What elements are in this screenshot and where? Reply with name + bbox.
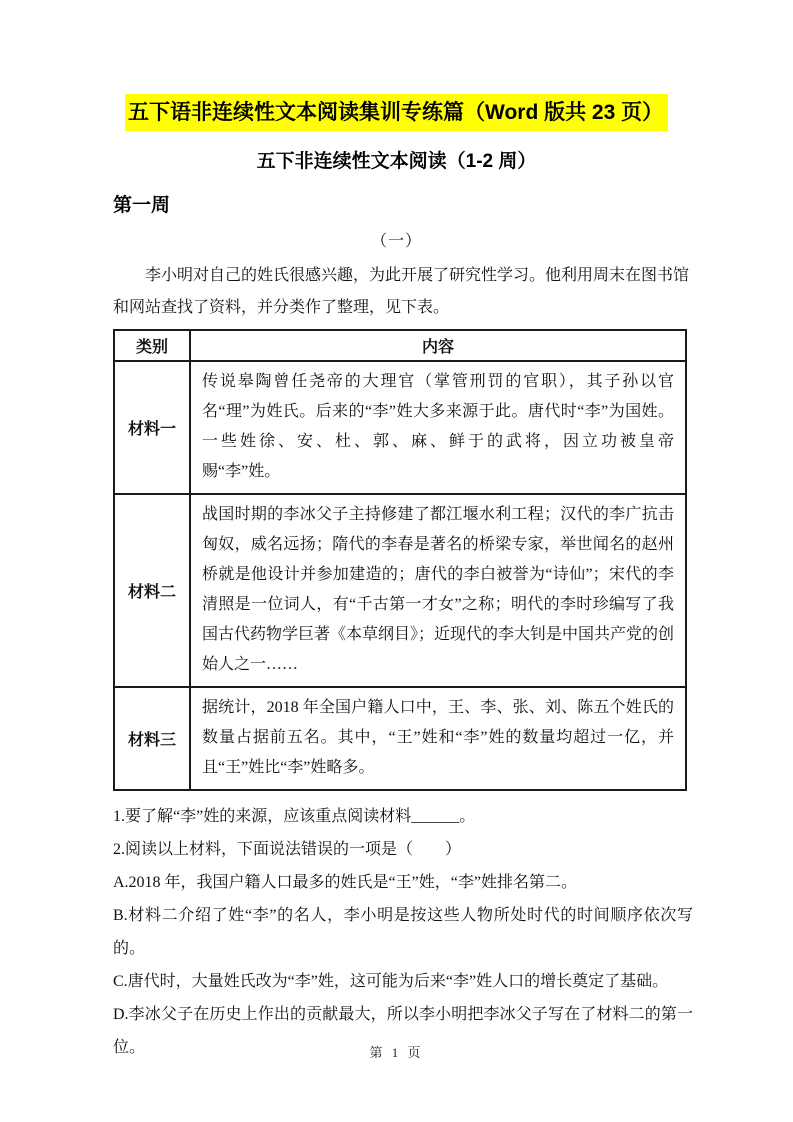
material-1-content: 传说皋陶曾任尧帝的大理官（掌管刑罚的官职），其子孙以官名“理”为姓氏。后来的“李”姓大多来源于此。唐代时“李”为国姓。一些姓徐、安、杜、郭、麻、鲜于的武将，因立功被皇帝赐“李”姓。 — [190, 361, 686, 494]
materials-table — [113, 329, 687, 791]
highlighted-doc-title: 五下语非连续性文本阅读集训专练篇（Word 版共 23 页） — [125, 94, 668, 131]
column-header-content: 内容 — [190, 330, 686, 361]
table-row-material-3 — [114, 687, 686, 790]
title-row — [0, 0, 793, 131]
material-2-content: 战国时期的李冰父子主持修建了都江堰水利工程；汉代的李广抗击匈奴，威名远扬；隋代的李春是著名的桥梁专家，举世闻名的赵州桥就是他设计并参加建造的；唐代的李白被誉为“诗仙”；宋代的李清照是一位词人，有“千古第一才女”之称；明代的李时珍编写了我国古代药物学巨著《本草纲目》；近现代的李大钊是中国共产党的创始人之一…… — [190, 494, 686, 687]
questions-section — [113, 800, 693, 1064]
option-a: A.2018 年，我国户籍人口最多的姓氏是“王”姓，“李”姓排名第二。 — [113, 874, 577, 891]
table-header-row — [114, 330, 686, 361]
table-row-material-1 — [114, 361, 686, 494]
page-number: 第 1 页 — [369, 1045, 424, 1060]
exercise-number: （一） — [370, 233, 422, 250]
option-b: B.材料二介绍了姓“李”的名人，李小明是按这些人物所处时代的时间顺序依次写的。 — [113, 907, 693, 957]
question-2: 2.阅读以上材料，下面说法错误的一项是（ ） — [113, 841, 462, 858]
week-heading: 第一周 — [113, 195, 171, 216]
question-1: 1.要了解“李”姓的来源，应该重点阅读材料______。 — [113, 808, 476, 825]
option-c: C.唐代时，大量姓氏改为“李”姓，这可能为后来“李”姓人口的增长奠定了基础。 — [113, 973, 669, 990]
material-1-label: 材料一 — [114, 361, 190, 494]
material-3-content: 据统计，2018 年全国户籍人口中，王、李、张、刘、陈五个姓氏的数量占据前五名。其中，“王”姓和“李”姓的数量均超过一亿，并且“王”姓比“李”姓略多。 — [190, 687, 686, 790]
intro-paragraph: 李小明对自己的姓氏很感兴趣，为此开展了研究性学习。他利用周末在图书馆和网站查找了资料，并分类作了整理，见下表。 — [113, 267, 690, 316]
material-3-label: 材料三 — [114, 687, 190, 790]
option-d: D.李冰父子在历史上作出的贡献最大，所以李小明把李冰父子写在了材料二的第一位。 — [113, 1006, 693, 1056]
material-2-label: 材料二 — [114, 494, 190, 687]
doc-subtitle: 五下非连续性文本阅读（1-2 周） — [256, 151, 537, 172]
column-header-category: 类别 — [114, 330, 190, 361]
table-row-material-2 — [114, 494, 686, 687]
